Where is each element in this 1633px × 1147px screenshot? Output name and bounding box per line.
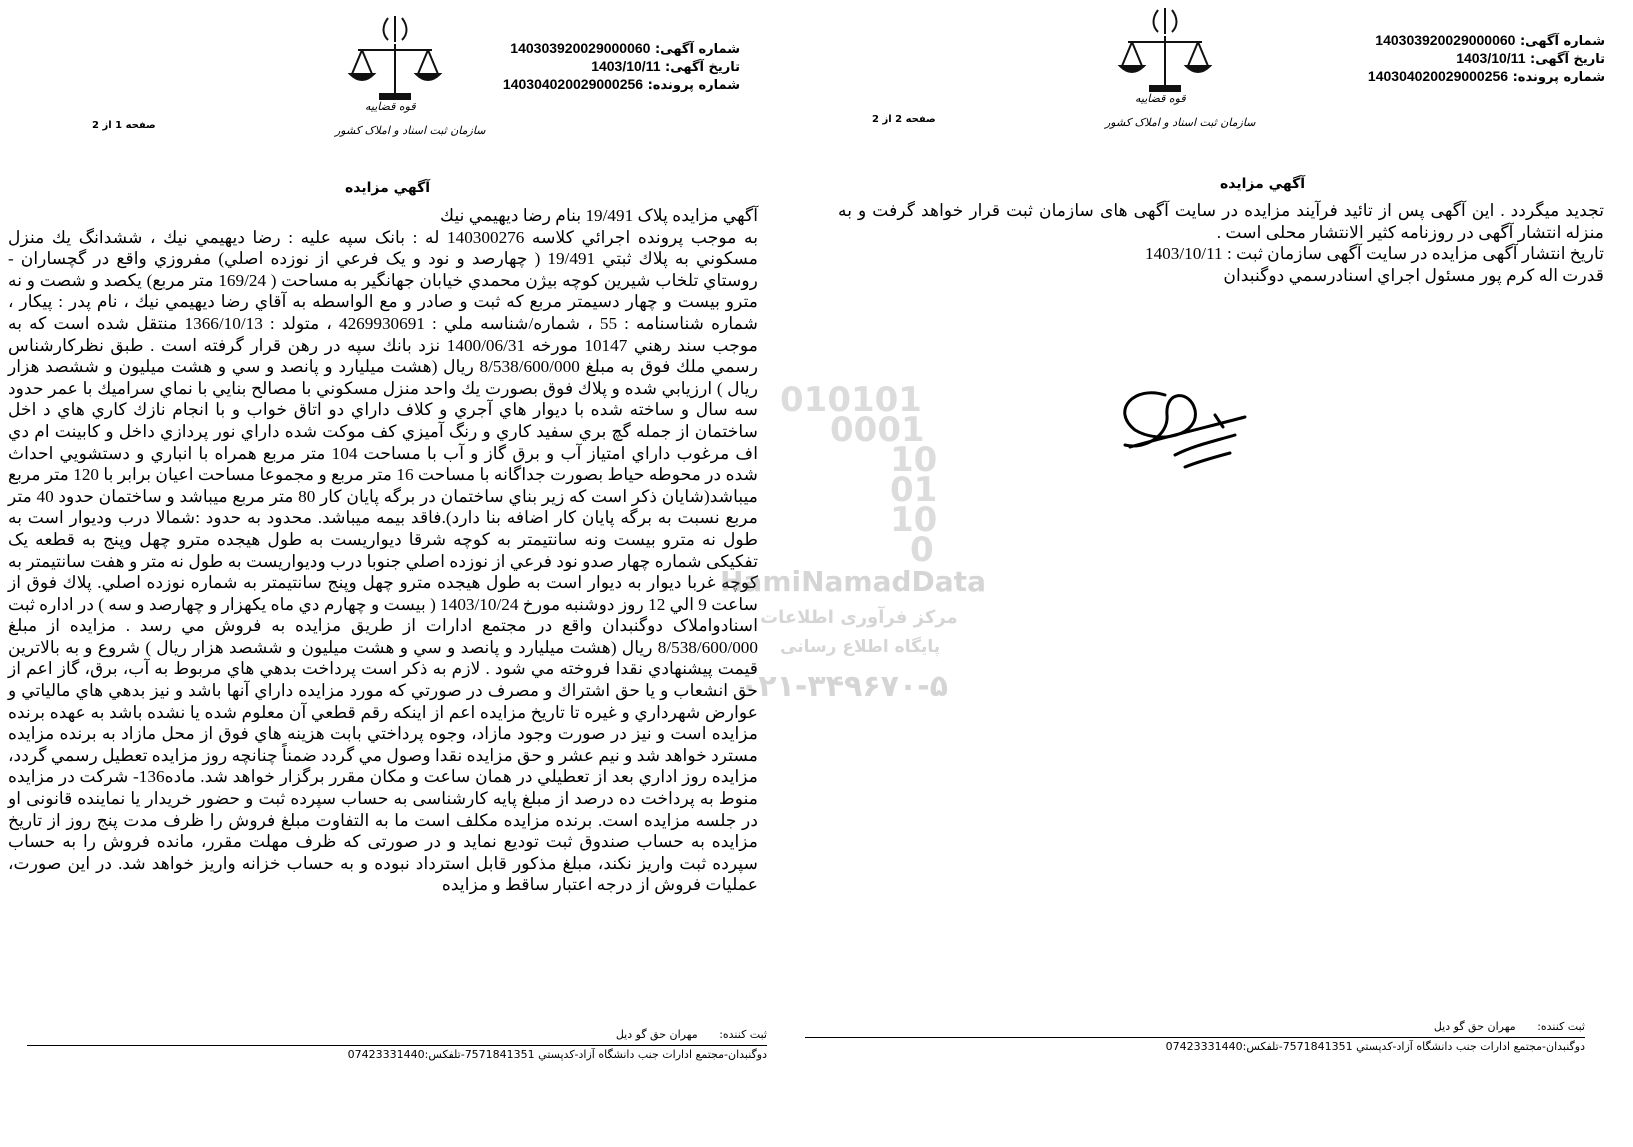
judiciary-scales-emblem-icon (1100, 4, 1230, 104)
case-number: 140304020029000256 (502, 76, 644, 92)
office-address: دوگنبدان-مجتمع ادارات جنب دانشگاه آزاد-كدپستي 7571841351-تلفكس:07423331440 (347, 1048, 767, 1061)
watermark-line-2: پایگاه اطلاع رسانی (780, 637, 941, 657)
notice-meta-block (503, 40, 740, 94)
registrar-label: ثبت كننده: (1537, 1020, 1585, 1033)
notice-date: 1403/10/11 (1456, 50, 1526, 66)
notice-date-row: تاریخ آگهی: 1403/10/11 (1456, 50, 1605, 67)
notice-number: 140303920029000060 (1375, 32, 1516, 48)
office-address: دوگنبدان-مجتمع ادارات جنب دانشگاه آزاد-كدپستي 7571841351-تلفكس:07423331440 (1165, 1040, 1585, 1053)
notice-paragraph: به موجب پرونده اجرائي كلاسه 140300276 له : بانک سپه عليه : رضا ديهيمي نيك ، ششدانگ يك منزل مسكوني به پلاك ثبتي 19/491 ( چهارصد و نود و یک فرعي از نوزده اصلي) مفروزي واقع در گچساران - روستاي تلخاب شيرين كوچه بيژن محمدي خيابان جهانگير به مساحت ( 169/24 متر مربع) یکصد و شصت و نه مترو بيست و چهار دسيمتر مربع كه ثبت و صادر و مع الواسطه به آقاي رضا ديهيمي نيك ، نام پدر : پيكار ، شماره شناسنامه : 55 ، شماره/شناسه ملي : 4269930691 ، متولد : 1366/10/13 منتقل شده است كه به موجب سند رهني 10147 مورخه 1400/06/31 نزد بانك سپه در رهن قرار گرفته است . طبق نظركارشناس رسمي ملك فوق به مبلغ 8/538/600/000 ريال (هشت ميليارد و پانصد و سي و هشت ميليون و ششصد هزار ريال ) ارزيابي شده و پلاك فوق بصورت يك واحد منزل مسكوني با مصالح بنايي با نماي سراميك با عمر حدود سه سال و ساخته شده با ديوار هاي آجري و كلاف داراي دو اتاق خواب و با انجام نازك كاري هاي د اخل ساختمان از جمله گچ بري سفيد كاري و رنگ آميزي كف موكت شده داراي نور پردازي داخل و كابينت ام دي اف مرغوب داراي امتياز آب و برق گاز و آب با مساحت 104 متر مربع همراه با انباري و دستشويي احداث شده در محوطه حياط بصورت جداگانه با مساحت 16 متر مربع و مجموعا مساحت اعيان برابر با 120 متر مربع ميباشد(شايان ذكر است كه زير بناي ساختمان در برگه پايان كار 80 متر مربع ميباشد و ساختمان حدود 40 متر مربع نسبت به برگه پايان كار اضافه بنا دارد).فاقد بيمه ميباشد. محدود به حدود :شمالا درب وديوار است به طول نه مترو بيست ونه سانتيمتر به كوچه شرقا ديواريست به طول هيجده مترو چهل وپنج به قطعه یک تفکیکی شماره چهار صدو نود فرعي از نوزده اصلي جنوبا درب وديواريست به طول نه متر و هفت سانتيمتر به كوچه غربا ديوار به ديوار است به طول هيجده مترو چهل وپنج سانتيمتر به شماره نوزده اصلي. پلاك فوق از ساعت 9 الي 12 روز دوشنبه مورخ 1403/10/24 ( بيست و چهارم دي ماه يكهزار و چهارصد و سه ) در اداره ثبت اسنادواملاک دوگنبدان واقع در مجتمع ادارات از طريق مزايده به فروش مي رسد . مزايده از مبلغ 8/538/600/000 ريال (هشت ميليارد و پانصد و سي و هشت ميليون و ششصد هزار ريال ) شروع و به بالاترين قيمت پيشنهادي نقدا فروخته مي شود . لازم به ذكر است پرداخت بدهي هاي مربوط به آب، برق، گاز اعم از حق انشعاب و يا حق اشتراك و مصرف در صورتي كه مورد مزايده داراي آنها باشد و نيز بدهي هاي مالياتي و عوارض شهرداري و غيره تا تاريخ مزايده اعم از اينكه رقم قطعي آن معلوم شده يا نشده باشد به عهده برنده مزايده است و نيز در صورت وجود مازاد، وجوه پرداختي بابت هزينه هاي فوق از محل مازاد به برنده مزايده مسترد خواهد شد و نيم عشر و حق مزايده نقدا وصول مي گردد ضمناً چنانچه روز مزايده تعطيل رسمي گردد، مزايده روز اداري بعد از تعطيلي در همان ساعت و مكان مقرر برگزار خواهد شد. ماده136- شرکت در مزايده منوط به پرداخت ده درصد از مبلغ پايه کارشناسی به حساب سپرده ثبت و حضور خريدار يا نماينده قانونی او در جلسه مزايده است. برنده مزايده مکلف است ما به التفاوت مبلغ فروش را ظرف مدت پنج روز از تاريخ مزايده به حساب صندوق ثبت توديع نمايد و در صورتی که ظرف مهلت مقرر، مانده فروش را به حساب سپرده ثبت واريز نکند، مبلغ مذکور قابل استرداد نبوده و به حساب خزانه واريز خواهد شد. در اين صورت، عمليات فروش از درجه اعتبار ساقط و مزايده (8, 227, 759, 895)
watermark-phone: ۰۲۱-۳۴۹۶۷۰-۵ (740, 669, 949, 704)
case-number: 140304020029000256 (1367, 68, 1509, 84)
footer-rule (27, 1045, 767, 1046)
notice-number-row: شماره آگهی: 140303920029000060 (1375, 32, 1605, 49)
page-title: آگهي مزايده (1220, 176, 1306, 192)
judiciary-logo (330, 12, 486, 152)
watermark-binary: 010101 0001 10 01 10 0 (780, 380, 938, 570)
notice-page-2 (830, 0, 1633, 1147)
notice-body (838, 200, 1604, 286)
judiciary-scales-emblem-icon (330, 12, 460, 112)
logo-line-2: سازمان ثبت اسناد و املاک کشور (335, 124, 486, 137)
handwritten-signature-icon (1105, 375, 1265, 480)
officer-line: قدرت اله كرم پور مسئول اجراي اسنادرسمي دوگنبدان (1223, 265, 1604, 285)
registrar-row (805, 1020, 1585, 1033)
registrar-label: ثبت كننده: (719, 1028, 767, 1041)
watermark-brand: HamiNamadData (720, 565, 986, 598)
notice-heading-line: آگهي مزايده پلاک 19/491 بنام رضا ديهيمي نيك (440, 206, 758, 225)
page-number: صفحه 2 از 2 (872, 114, 936, 125)
notice-body (8, 205, 758, 896)
notice-date-row: تاریخ آگهی: 1403/10/11 (591, 58, 740, 75)
logo-line-2: سازمان ثبت اسناد و املاک کشور (1105, 116, 1256, 129)
notice-date: 1403/10/11 (591, 58, 661, 74)
logo-line-1: قوه قضاییه (365, 100, 416, 113)
notice-meta-block (1368, 32, 1605, 86)
page-number: صفحه 1 از 2 (92, 120, 156, 131)
notice-number-row: شماره آگهی: 140303920029000060 (510, 40, 740, 57)
publish-date-line: تاریخ انتشار آگهی مزایده در سایت آگهی سازمان ثبت : 1403/10/11 (1144, 244, 1604, 264)
logo-line-1: قوه قضاییه (1135, 92, 1186, 105)
notice-page-1 (0, 0, 810, 1147)
registrar-row (27, 1028, 767, 1041)
case-number-row: شماره پرونده: 140304020029000256 (1367, 68, 1605, 85)
page-title: آگهي مزايده (345, 180, 431, 196)
notice-paragraph: تجديد ميگردد . اين آگهی پس از تائيد فرآيند مزايده در سايت آگهی های سازمان ثبت قرار خواهد گرفت و به منزله انتشار آگهی در روزنامه كثير الانتشار محلی است . (838, 201, 1604, 242)
watermark-line-1: مرکز فرآوری اطلاعات (760, 607, 958, 628)
notice-number: 140303920029000060 (510, 40, 651, 56)
footer-rule (805, 1037, 1585, 1038)
page-footer (805, 1020, 1585, 1053)
case-number-row: شماره پرونده: 140304020029000256 (502, 76, 740, 93)
registrar-name: مهران حق گو ديل (1433, 1020, 1516, 1033)
page-footer (27, 1028, 767, 1061)
judiciary-logo (1100, 4, 1256, 144)
registrar-name: مهران حق گو ديل (615, 1028, 698, 1041)
